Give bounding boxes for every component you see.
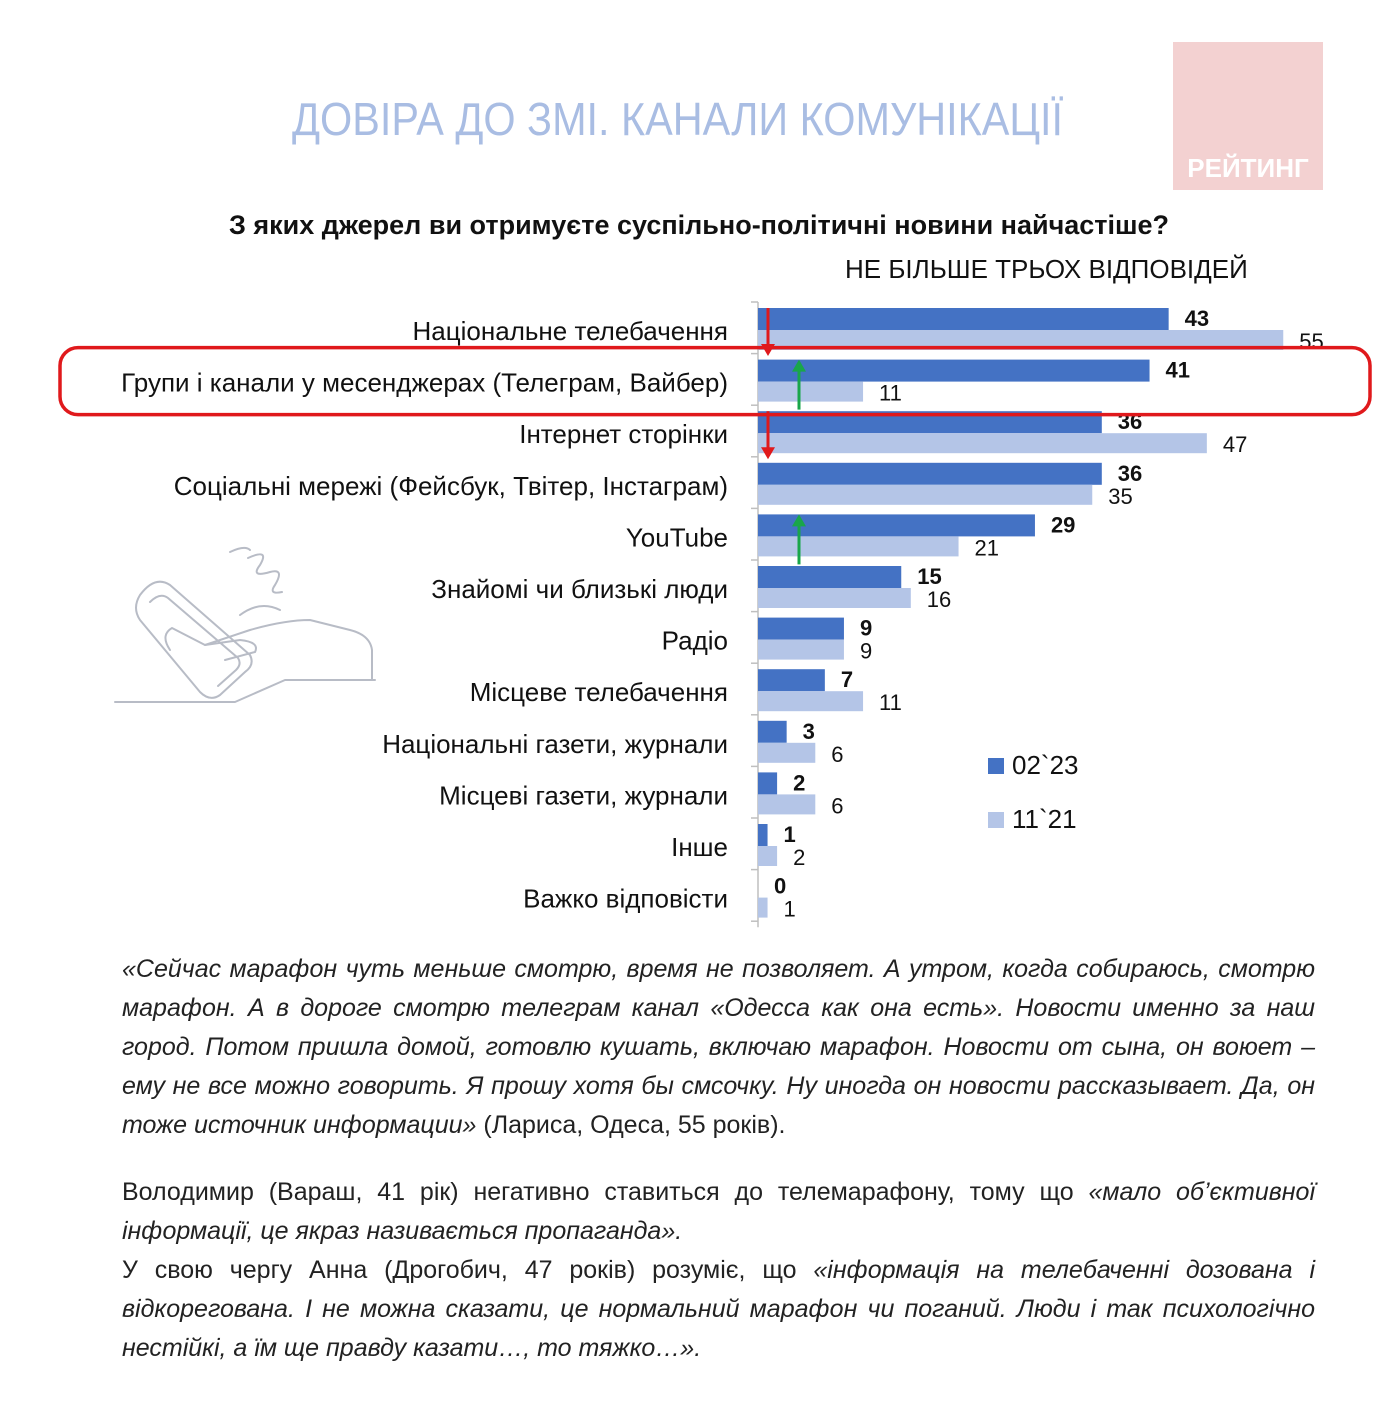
category-label: Місцеві газети, журнали (439, 780, 728, 811)
bar-02-23 (758, 721, 787, 743)
bar-02-23 (758, 772, 777, 794)
data-label-11-21: 16 (926, 587, 952, 612)
bar-11-21 (758, 382, 863, 402)
answer-limit-note: НЕ БІЛЬШЕ ТРЬОХ ВІДПОВІДЕЙ (845, 254, 1248, 284)
bar-11-21 (758, 743, 815, 763)
quote-anna-intro: У свою чергу Анна (Дрогобич, 47 років) розуміє, що (122, 1256, 814, 1284)
data-label-02-23: 29 (1050, 512, 1076, 538)
data-label-02-23: 9 (859, 615, 873, 641)
logo-text: РЕЙТИНГ (1187, 153, 1309, 183)
data-label-11-21: 11 (879, 380, 902, 406)
bar-11-21 (758, 691, 863, 711)
quote-larysa-text: «Сейчас марафон чуть меньше смотрю, время не позволяет. А утром, когда собираюсь, смотрю марафон. А в дороге смотрю телеграм канал «Одесса как она есть». Новости именно за наш город. Потом пришла домой, готовлю кушать, включаю марафон. Новости от сына, он воюет – ему не все можно говорить. Я прошу хотя бы смсочку. Ну иногда он новости рассказывает. Да, он тоже источник информации» (122, 955, 1315, 1139)
quote-anna (122, 1251, 1315, 1368)
data-label-02-23: 41 (1165, 357, 1191, 383)
quote-anna-text: «інформація на телебаченні дозована і відкорегована. І не можна сказати, це нормальний марафон чи поганий. Люди і так психологічно нестійкі, а їм ще правду казати…, то тяжко…». (122, 1256, 1315, 1362)
bar-02-23 (758, 566, 901, 588)
data-label-02-23: 2 (793, 770, 806, 796)
quote-larysa (122, 950, 1315, 1145)
category-label: YouTube (625, 522, 728, 553)
page-title: ДОВІРА ДО ЗМІ. КАНАЛИ КОМУНІКАЦІЇ (292, 93, 1064, 145)
data-label-02-23: 3 (802, 718, 815, 744)
bar-11-21 (758, 433, 1207, 453)
data-label-11-21: 35 (1108, 483, 1133, 509)
data-label-02-23: 7 (840, 667, 854, 693)
bar-02-23 (758, 824, 768, 846)
data-label-02-23: 1 (783, 822, 796, 847)
bar-11-21 (758, 898, 768, 918)
bar-02-23 (758, 669, 825, 691)
data-label-11-21: 6 (831, 793, 844, 819)
category-label: Національні газети, журнали (382, 728, 728, 759)
trend-down-arrowhead (761, 447, 775, 459)
data-label-11-21: 21 (974, 535, 1000, 561)
bar-11-21 (758, 794, 815, 814)
category-label: Важко відповісти (523, 883, 728, 914)
category-label: Інтернет сторінки (519, 419, 728, 450)
data-label-02-23: 36 (1117, 409, 1143, 435)
category-label: Радіо (661, 625, 728, 656)
bar-11-21 (758, 588, 911, 608)
quote-larysa-attribution: (Лариса, Одеса, 55 років). (476, 1111, 786, 1139)
legend-label: 02`23 (1012, 750, 1079, 780)
category-label: Інше (671, 832, 728, 862)
bar-11-21 (758, 640, 844, 660)
survey-question: З яких джерел ви отримуєте суспільно-політичні новини найчастіше? (228, 210, 1170, 240)
rating-logo (1173, 42, 1323, 190)
data-label-11-21: 1 (783, 896, 796, 922)
quote-volodymyr (122, 1173, 1315, 1251)
legend-swatch (988, 758, 1004, 774)
bar-02-23 (758, 360, 1150, 382)
data-label-02-23: 0 (774, 873, 787, 899)
category-label: Групи і канали у месенджерах (Телеграм, Вайбер) (121, 367, 728, 398)
data-label-11-21: 11 (879, 690, 902, 716)
quote-volodymyr-intro: Володимир (Вараш, 41 рік) негативно ставиться до телемарафону, тому що (122, 1178, 1089, 1206)
news-sources-bar-chart (0, 290, 1398, 930)
data-label-02-23: 43 (1184, 306, 1210, 331)
data-label-02-23: 36 (1117, 460, 1143, 486)
category-label: Соціальні мережі (Фейсбук, Твітер, Інстаграм) (173, 470, 728, 501)
data-label-11-21: 55 (1299, 329, 1324, 354)
bar-11-21 (758, 846, 777, 866)
data-label-11-21: 6 (831, 741, 844, 767)
bar-02-23 (758, 463, 1102, 485)
bar-02-23 (758, 618, 844, 640)
category-label: Національне телебачення (412, 316, 728, 346)
quote-volodymyr-text: «мало об’єктивної інформації, це якраз називається пропаганда». (122, 1178, 1316, 1245)
data-label-11-21: 2 (793, 845, 806, 870)
data-label-11-21: 47 (1222, 432, 1248, 458)
bar-02-23 (758, 308, 1169, 330)
data-label-02-23: 15 (917, 564, 942, 589)
data-label-11-21: 9 (859, 638, 873, 664)
category-label: Знайомі чи близькі люди (431, 574, 728, 604)
bar-11-21 (758, 536, 959, 556)
bar-11-21 (758, 485, 1092, 505)
legend-swatch (988, 812, 1004, 828)
category-label: Місцеве телебачення (469, 677, 728, 708)
legend-label: 11`21 (1012, 804, 1077, 834)
